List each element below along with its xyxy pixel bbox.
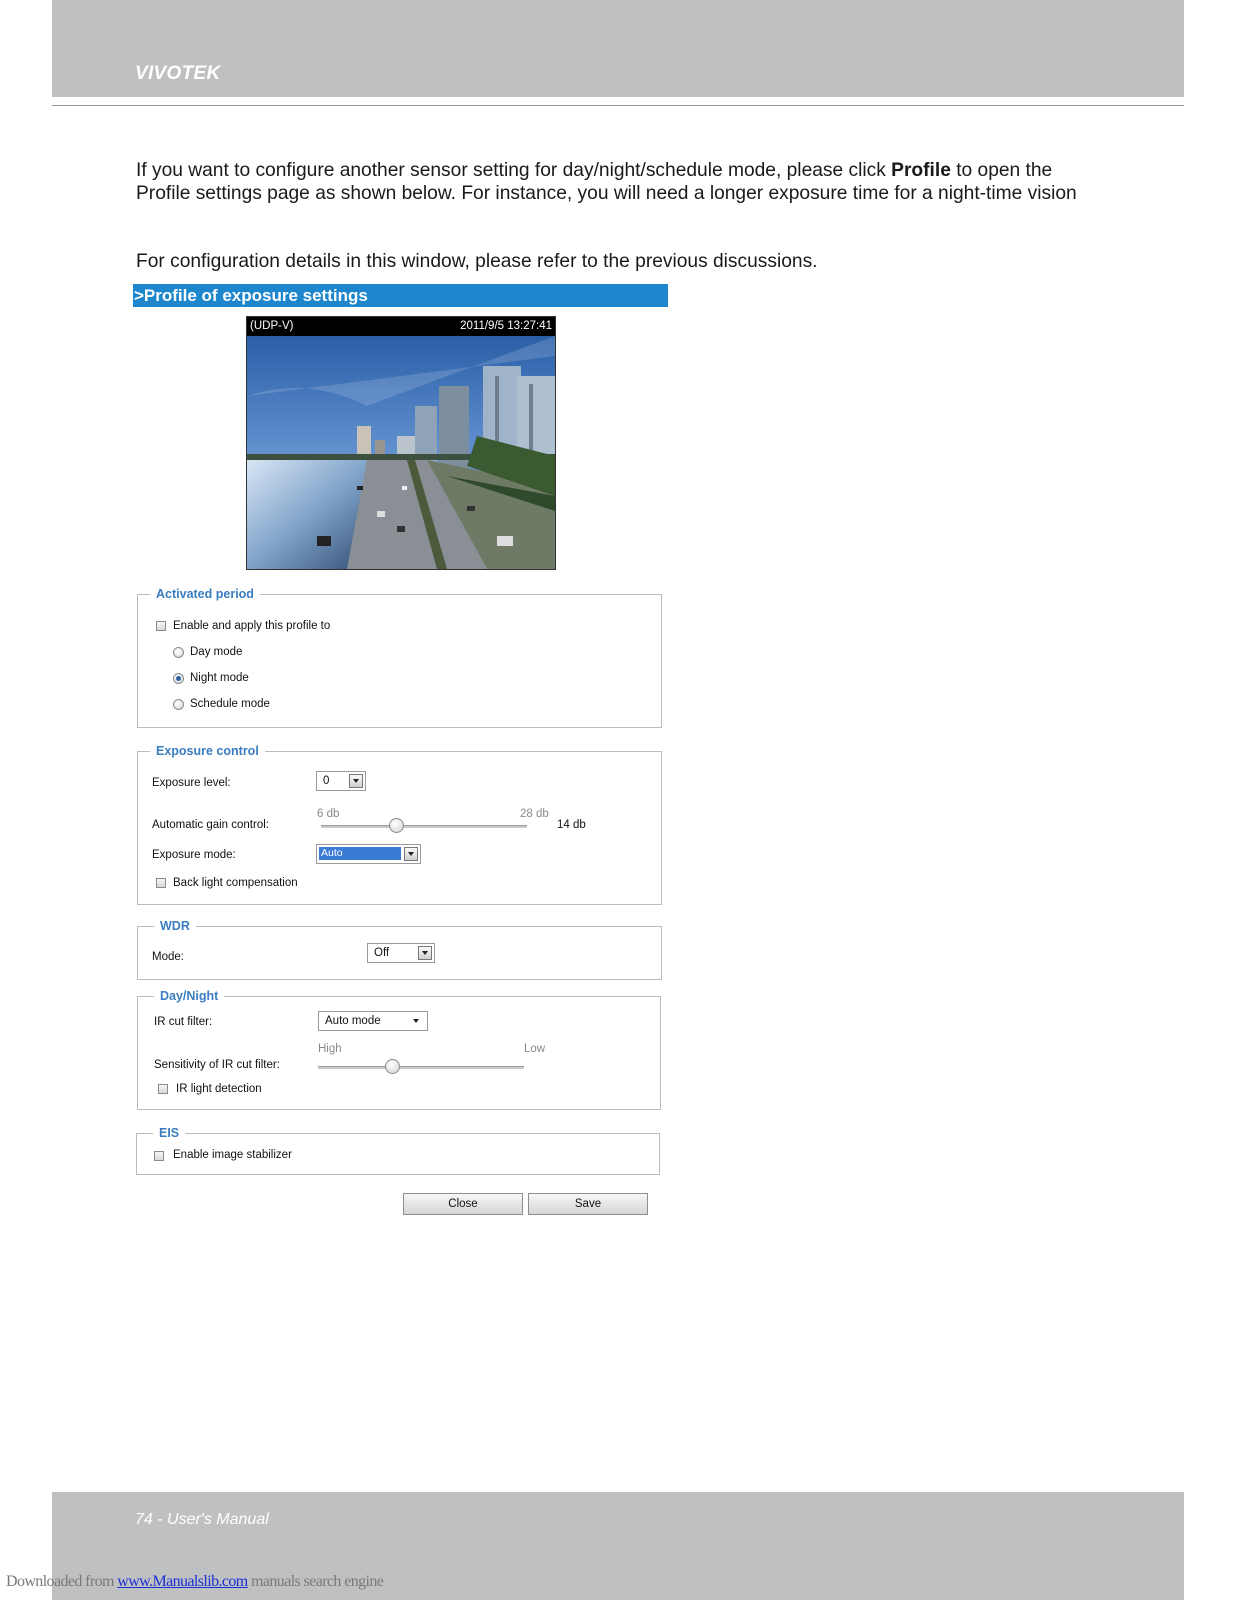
exposure-control-group — [137, 744, 662, 905]
exposure-mode-select[interactable] — [316, 844, 421, 864]
image-stabilizer-checkbox[interactable] — [154, 1151, 164, 1161]
header-divider — [52, 105, 1184, 106]
enable-profile-label: Enable and apply this profile to — [173, 620, 331, 632]
schedule-mode-label: Schedule mode — [190, 698, 270, 710]
exposure-level-select[interactable] — [316, 771, 366, 791]
wdr-group — [137, 919, 662, 980]
intro-bold-term: Profile — [891, 160, 951, 181]
intro-text-continued: to open the Profile settings page as shown below. For instance, you will need a longer exposure time for a night-time vision — [136, 160, 1077, 204]
intro-text: If you want to configure another sensor setting for day/night/schedule mode, please click — [136, 160, 892, 181]
sensitivity-low-label: Low — [524, 1043, 546, 1055]
download-suffix: manuals search engine — [247, 1573, 384, 1590]
chevron-down-icon[interactable] — [404, 847, 418, 861]
agc-value: 14 db — [557, 819, 586, 831]
wdr-mode-select[interactable] — [367, 943, 435, 963]
header-band — [52, 0, 1184, 97]
ir-light-detection-checkbox[interactable] — [158, 1084, 168, 1094]
enable-profile-checkbox[interactable] — [156, 621, 166, 631]
day-night-legend: Day/Night — [154, 988, 224, 1004]
ir-cut-filter-label: IR cut filter: — [154, 1016, 213, 1028]
agc-label: Automatic gain control: — [152, 819, 269, 831]
sensitivity-label: Sensitivity of IR cut filter: — [154, 1059, 280, 1071]
backlight-compensation-label: Back light compensation — [173, 877, 298, 889]
agc-max-label: 28 db — [520, 808, 549, 820]
day-mode-label: Day mode — [190, 646, 243, 658]
wdr-legend: WDR — [154, 918, 196, 934]
night-mode-label: Night mode — [190, 672, 249, 684]
exposure-level-value: 0 — [323, 775, 330, 787]
night-mode-radio[interactable] — [173, 673, 184, 684]
eis-legend: EIS — [153, 1125, 185, 1141]
ir-cut-filter-value: Auto mode — [325, 1015, 381, 1027]
download-prefix: Downloaded from — [6, 1573, 118, 1590]
camera-scene-image — [247, 336, 555, 569]
exposure-mode-label: Exposure mode: — [152, 849, 236, 861]
sensitivity-slider-handle[interactable] — [385, 1059, 400, 1074]
sensitivity-high-label: High — [318, 1043, 342, 1055]
video-status-bar — [247, 317, 555, 336]
download-credit — [6, 1573, 383, 1591]
close-button[interactable]: Close — [403, 1193, 523, 1215]
video-protocol: (UDP-V) — [250, 320, 294, 332]
activated-period-legend: Activated period — [150, 586, 260, 602]
chevron-down-icon[interactable] — [349, 774, 363, 788]
manualslib-link[interactable]: www.Manualslib.com — [117, 1573, 248, 1590]
save-button[interactable]: Save — [528, 1193, 648, 1215]
schedule-mode-radio[interactable] — [173, 699, 184, 710]
eis-group — [136, 1126, 660, 1175]
video-timestamp: 2011/9/5 13:27:41 — [460, 320, 552, 332]
agc-slider-handle[interactable] — [389, 818, 404, 833]
brand-logo: VIVOTEK — [135, 63, 221, 84]
day-mode-radio[interactable] — [173, 647, 184, 658]
day-night-group — [137, 989, 661, 1110]
agc-slider-track[interactable] — [321, 825, 527, 828]
wdr-mode-value: Off — [374, 947, 390, 959]
intro-paragraph — [136, 160, 1106, 205]
profile-title-bar: >Profile of exposure settings — [133, 284, 668, 307]
chevron-down-icon[interactable] — [413, 1019, 419, 1023]
sensitivity-slider-track[interactable] — [318, 1066, 524, 1069]
activated-period-group — [137, 587, 662, 728]
exposure-mode-value: Auto — [319, 847, 401, 860]
exposure-control-legend: Exposure control — [150, 743, 265, 759]
backlight-compensation-checkbox[interactable] — [156, 878, 166, 888]
ir-light-detection-label: IR light detection — [176, 1083, 262, 1095]
exposure-level-label: Exposure level: — [152, 777, 231, 789]
ir-cut-filter-select[interactable] — [318, 1011, 428, 1031]
agc-min-label: 6 db — [317, 808, 340, 820]
video-preview — [246, 316, 556, 570]
intro-paragraph-2: For configuration details in this window, please refer to the previous discussions. — [136, 251, 818, 272]
page-number: 74 - User's Manual — [135, 1511, 269, 1528]
wdr-mode-label: Mode: — [152, 951, 184, 963]
chevron-down-icon[interactable] — [418, 946, 432, 960]
image-stabilizer-label: Enable image stabilizer — [173, 1149, 292, 1161]
